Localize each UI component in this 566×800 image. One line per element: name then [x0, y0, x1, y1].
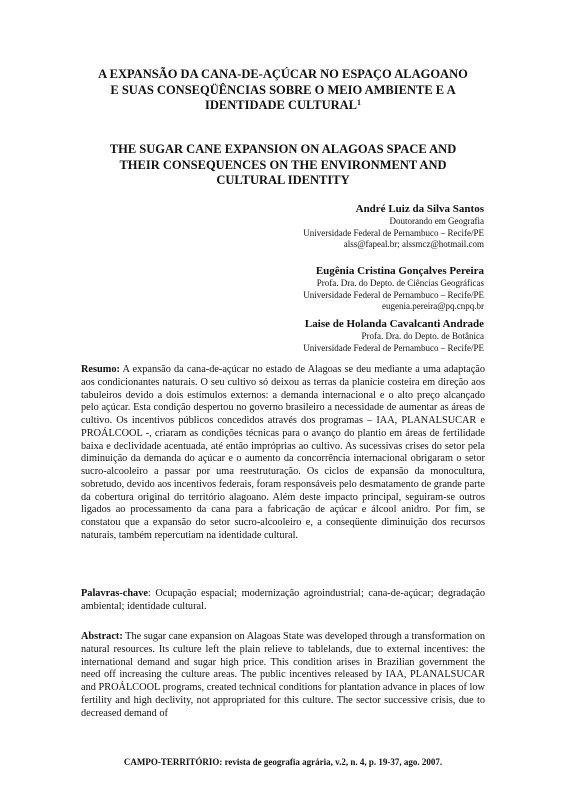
author-name: Eugênia Cristina Gonçalves Pereira: [315, 265, 484, 277]
title-portuguese: [80, 67, 486, 114]
title-en-line: THEIR CONSEQUENCES ON THE ENVIRONMENT AND: [119, 157, 447, 172]
title-pt-line-text: IDENTIDADE CULTURAL: [204, 98, 357, 112]
title-pt-line: E SUAS CONSEQÜÊNCIAS SOBRE O MEIO AMBIENTE E A: [110, 82, 456, 97]
keywords-paragraph: [81, 588, 485, 614]
abstract-paragraph: [81, 631, 485, 720]
author-affiliation: Profa. Dra. do Depto. de Botânica: [361, 331, 484, 341]
abstract-label: Abstract:: [81, 631, 123, 642]
author-affiliation: Doutorando em Geografia: [389, 216, 484, 226]
footnote-mark[interactable]: 1: [357, 98, 361, 107]
author-block-1: [154, 203, 484, 251]
author-block-2: [154, 265, 484, 313]
title-english: [80, 142, 486, 189]
author-block-3: [154, 318, 484, 354]
title-pt-line: [80, 98, 486, 114]
keywords-text: : Ocupação espacial; modernização agroindustrial; cana-de-açúcar; degradação ambiental; identidade cultural.: [81, 588, 485, 612]
author-affiliation: Universidade Federal de Pernambuco – Recife/PE: [303, 289, 484, 300]
title-en-line: THE SUGAR CANE EXPANSION ON ALAGOAS SPACE AND: [109, 142, 457, 156]
title-en-line: CULTURAL IDENTITY: [216, 173, 350, 187]
author-affiliation: Universidade Federal de Pernambuco – Recife/PE: [303, 342, 484, 353]
author-affiliation: Profa. Dra. do Depto. de Ciências Geográficas: [316, 278, 484, 288]
abstract-text: The sugar cane expansion on Alagoas State was developed through a transformation on natural resources. Its culture left the plain relieve to tablelands, due to external incentives: the international demand and sugar high price. This condition arises in Brazilian government the need off increasing the culture areas. The public incentives released by IAA, PLANALSUCAR and PROÁLCOOL programs, created technical conditions for plantation advance in places of low fertility and high declivity, not appropriated for this culture. The sector successive crisis, due to decreased demand of: [81, 631, 485, 719]
author-name: Laise de Holanda Cavalcanti Andrade: [304, 318, 484, 330]
resumo-text: A expansão da cana-de-açúcar no estado de Alagoas se deu mediante a uma adaptação aos condicionantes naturais. O seu cultivo só deixou as terras da planície costeira em direção aos tabuleiros devido a dois estímulos externos: a demanda internacional e o alto preço alcançado pelo açúcar. Esta condição despertou no governo brasileiro a necessidade de aumentar as áreas de cultivo. Os incentivos públicos concedidos através dos programas – IAA, PLANALSUCAR e PROÁLCOOL -, criaram as condições técnicas para o avanço do plantio em áreas de fertilidade baixa e declividade acentuada, até então impróprias ao cultivo. As sucessivas crises do setor pela diminuição da demanda do açúcar e o aumento da concorrência internacional obrigaram o setor sucro-alcooleiro a passar por uma reestruturação. Os ciclos de expansão da monocultura, sobretudo, devido aos incentivos federais, foram responsáveis pelo desmatamento de grande parte da cobertura original do território alagoano. Além deste impacto principal, seguiram-se outros ligados ao processamento da cana para a fabricação de açúcar e álcool anidro. Por fim, se constatou que a expansão do setor sucro-alcooleiro e, a conseqüente diminuição dos recursos naturais, também repercutiam na identidade cultural.: [81, 364, 485, 541]
author-affiliation: Universidade Federal de Pernambuco – Recife/PE: [303, 227, 484, 238]
keywords-label: Palavras-chave: [81, 588, 148, 599]
title-pt-line: A EXPANSÃO DA CANA-DE-AÇÚCAR NO ESPAÇO ALAGOANO: [98, 67, 468, 81]
author-email[interactable]: eugenia.pereira@pq.cnpq.br: [382, 301, 484, 312]
resumo-label: Resumo:: [81, 364, 120, 375]
journal-footer: CAMPO-TERRITÓRIO: revista de geografia agrária, v.2, n. 4, p. 19-37, ago. 2007.: [123, 757, 443, 767]
author-email[interactable]: alss@fapeal.br; alssmcz@hotmail.com: [343, 239, 484, 250]
author-name: André Luiz da Silva Santos: [355, 203, 484, 215]
resumo-paragraph: [81, 364, 485, 543]
